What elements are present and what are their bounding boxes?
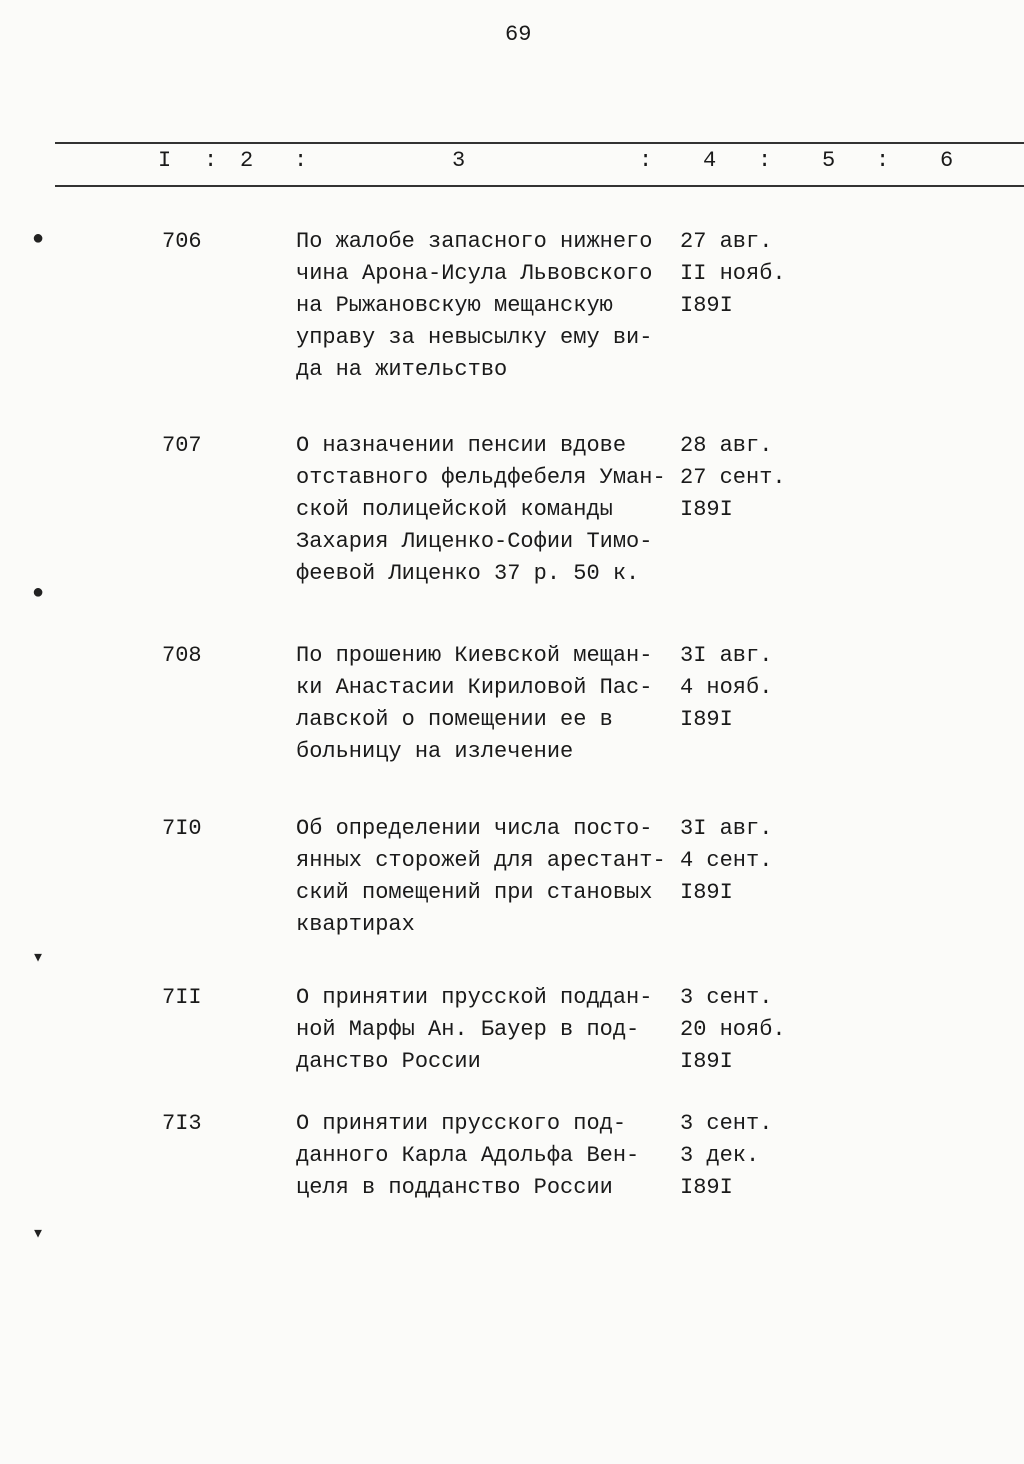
date-line: I89I — [680, 707, 733, 732]
description-line: феевой Лиценко 37 р. 50 к. — [296, 561, 640, 586]
entry-dates — [680, 640, 772, 736]
entry-number: 7I3 — [162, 1111, 202, 1136]
description-line: управу за невысылку ему ви- — [296, 325, 653, 350]
date-line: 4 нояб. — [680, 675, 773, 700]
page-number: 69 — [505, 22, 532, 47]
punch-hole-mark: ● — [32, 228, 45, 251]
date-line: II нояб. — [680, 261, 786, 286]
date-line: I89I — [680, 1175, 733, 1200]
description-line: отставного фельдфебеля Уман- — [296, 465, 666, 490]
entry-description — [296, 226, 652, 386]
sep: : — [204, 148, 218, 173]
description-line: чина Арона-Исула Львовского — [296, 261, 653, 286]
description-line: ский помещений при становых — [296, 880, 653, 905]
col-5: 5 — [822, 148, 836, 173]
description-line: больницу на излечение — [296, 739, 574, 764]
header-bottom-rule — [55, 185, 1024, 187]
entry-dates — [680, 813, 772, 909]
date-line: 3 дек. — [680, 1143, 760, 1168]
description-line: О назначении пенсии вдове — [296, 433, 627, 458]
description-line: Об определении числа посто- — [296, 816, 653, 841]
entry-number: 706 — [162, 229, 202, 254]
entry-description — [296, 813, 666, 941]
description-line: Захария Лиценко-Софии Тимо- — [296, 529, 653, 554]
date-line: 20 нояб. — [680, 1017, 786, 1042]
date-line: 3I авг. — [680, 816, 773, 841]
description-line: По прошению Киевской мещан- — [296, 643, 653, 668]
description-line: По жалобе запасного нижнего — [296, 229, 653, 254]
date-line: 3 сент. — [680, 1111, 773, 1136]
description-line: О принятии прусского под- — [296, 1111, 627, 1136]
description-line: да на жительство — [296, 357, 508, 382]
date-line: 27 авг. — [680, 229, 773, 254]
date-line: 28 авг. — [680, 433, 773, 458]
punch-hole-mark: ● — [32, 582, 45, 605]
entry-number: 707 — [162, 433, 202, 458]
punch-hole-mark: ▾ — [32, 1223, 45, 1246]
col-1: I — [158, 148, 172, 173]
description-line: на Рыжановскую мещанскую — [296, 293, 613, 318]
description-line: данство России — [296, 1049, 481, 1074]
punch-hole-mark: ▾ — [32, 947, 45, 970]
description-line: лавской о помещении ее в — [296, 707, 613, 732]
entry-description — [296, 640, 652, 768]
entry-number: 7I0 — [162, 816, 202, 841]
sep: : — [294, 148, 308, 173]
description-line: О принятии прусской поддан- — [296, 985, 653, 1010]
date-line: 3 сент. — [680, 985, 773, 1010]
col-2: 2 — [240, 148, 254, 173]
date-line: I89I — [680, 1049, 733, 1074]
sep: : — [876, 148, 890, 173]
description-line: ской полицейской команды — [296, 497, 613, 522]
header-top-rule — [55, 142, 1024, 144]
description-line: целя в подданство России — [296, 1175, 613, 1200]
entry-dates — [680, 982, 786, 1078]
col-3: 3 — [452, 148, 466, 173]
description-line: данного Карла Адольфа Вен- — [296, 1143, 640, 1168]
entry-dates — [680, 430, 786, 526]
description-line: квартирах — [296, 912, 415, 937]
entry-description — [296, 982, 652, 1078]
date-line: I89I — [680, 497, 733, 522]
col-6: 6 — [940, 148, 954, 173]
date-line: 27 сент. — [680, 465, 786, 490]
entry-description — [296, 430, 666, 590]
entry-number: 7II — [162, 985, 202, 1010]
date-line: 3I авг. — [680, 643, 773, 668]
date-line: I89I — [680, 293, 733, 318]
col-4: 4 — [703, 148, 717, 173]
date-line: 4 сент. — [680, 848, 773, 873]
entry-description — [296, 1108, 639, 1204]
sep: : — [758, 148, 772, 173]
entry-dates — [680, 1108, 772, 1204]
entry-number: 708 — [162, 643, 202, 668]
entry-dates — [680, 226, 786, 322]
date-line: I89I — [680, 880, 733, 905]
description-line: ной Марфы Ан. Бауер в под- — [296, 1017, 640, 1042]
description-line: ки Анастасии Кириловой Пас- — [296, 675, 653, 700]
description-line: янных сторожей для арестант- — [296, 848, 666, 873]
sep: : — [639, 148, 653, 173]
